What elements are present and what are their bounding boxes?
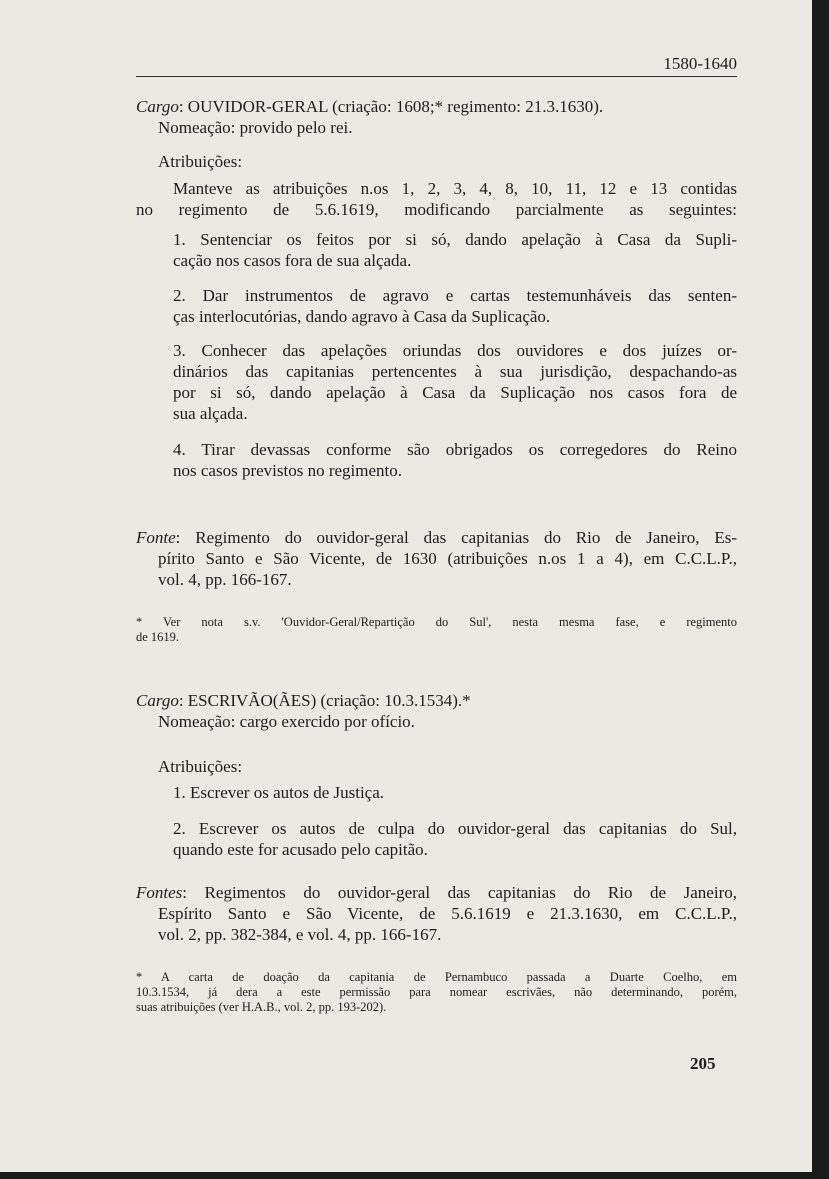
item-line: cação nos casos fora de sua alçada. <box>173 251 412 270</box>
list-item <box>136 439 737 481</box>
header-period: 1580-1640 <box>663 54 737 73</box>
entry-escrivao <box>136 690 737 732</box>
item-line: 2. Dar instrumentos de agravo e cartas testemunháveis das senten- <box>173 286 737 305</box>
item-line: 1. Sentenciar os feitos por si só, dando apelação à Casa da Supli- <box>173 230 737 249</box>
fonte-label: Fontes <box>136 883 183 902</box>
atribuicoes-section <box>136 756 737 777</box>
item-line: quando este for acusado pelo capitão. <box>173 840 428 859</box>
page-number: 205 <box>690 1054 716 1073</box>
cargo-text: : ESCRIVÃO(ÃES) (criação: 10.3.1534).* <box>178 691 471 710</box>
atribuicoes-label: Atribuições: <box>158 152 243 171</box>
item-line: sua alçada. <box>173 404 248 423</box>
item-line: 4. Tirar devassas conforme são obrigados os corregedores do Reino <box>173 440 737 459</box>
fonte-label: Fonte <box>136 528 176 547</box>
footnote <box>136 970 737 1015</box>
footnote-line: 10.3.1534, já dera a este permissão para nomear escrivães, não determinando, porém, <box>136 985 737 999</box>
item-line: 2. Escrever os autos de culpa do ouvidor-geral das capitanias do Sul, <box>173 819 737 838</box>
fonte-text: : Regimentos do ouvidor-geral das capitanias do Rio de Janeiro, <box>182 883 737 902</box>
fonte-line: vol. 2, pp. 382-384, e vol. 4, pp. 166-167. <box>158 925 442 944</box>
fonte-line: Espírito Santo e São Vicente, de 5.6.1619 e 21.3.1630, em C.C.L.P., <box>158 904 737 923</box>
list-item <box>136 782 737 803</box>
entry-ouvidor-geral <box>136 96 737 138</box>
list-item <box>136 340 737 424</box>
running-header <box>136 54 737 77</box>
cargo-text: : OUVIDOR-GERAL (criação: 1608;* regimento: 21.3.1630). <box>178 97 604 116</box>
cargo-line <box>136 96 737 117</box>
source-citation <box>136 527 737 590</box>
fonte-line: pírito Santo e São Vicente, de 1630 (atribuições n.os 1 a 4), em C.C.L.P., <box>158 549 737 568</box>
footnote-line: * Ver nota s.v. 'Ouvidor-Geral/Repartição do Sul', nesta mesma fase, e regimento <box>136 615 737 629</box>
item-line: por si só, dando apelação à Casa da Suplicação nos casos fora de <box>173 383 737 402</box>
item-line: 3. Conhecer das apelações oriundas dos ouvidores e dos juízes or- <box>173 341 737 360</box>
nomeacao-line: Nomeação: provido pelo rei. <box>158 118 353 137</box>
source-citation <box>136 882 737 945</box>
cargo-label: Cargo <box>136 691 179 710</box>
footnote-line: * A carta de doação da capitania de Pernambuco passada a Duarte Coelho, em <box>136 970 737 984</box>
item-line: nos casos previstos no regimento. <box>173 461 402 480</box>
intro-paragraph <box>136 178 737 220</box>
fonte-text: : Regimento do ouvidor-geral das capitanias do Rio de Janeiro, Es- <box>175 528 737 547</box>
nomeacao-line: Nomeação: cargo exercido por ofício. <box>158 712 415 731</box>
footnote <box>136 615 737 645</box>
atribuicoes-label: Atribuições: <box>158 757 243 776</box>
list-item <box>136 818 737 860</box>
footnote-line: suas atribuições (ver H.A.B., vol. 2, pp. 193-202). <box>136 1000 387 1014</box>
cargo-label: Cargo <box>136 97 179 116</box>
item-line: ças interlocutórias, dando agravo à Casa da Suplicação. <box>173 307 551 326</box>
intro-line: Manteve as atribuições n.os 1, 2, 3, 4, 8, 10, 11, 12 e 13 contidas <box>173 179 737 198</box>
intro-line: no regimento de 5.6.1619, modificando parcialmente as seguintes: <box>136 200 737 219</box>
item-line: dinários das capitanias pertencentes à sua jurisdição, despachando-as <box>173 362 737 381</box>
item-line: 1. Escrever os autos de Justiça. <box>173 783 385 802</box>
atribuicoes-section <box>136 151 737 172</box>
footnote-line: de 1619. <box>136 630 180 644</box>
list-item <box>136 229 737 271</box>
list-item <box>136 285 737 327</box>
fonte-line: vol. 4, pp. 166-167. <box>158 570 292 589</box>
